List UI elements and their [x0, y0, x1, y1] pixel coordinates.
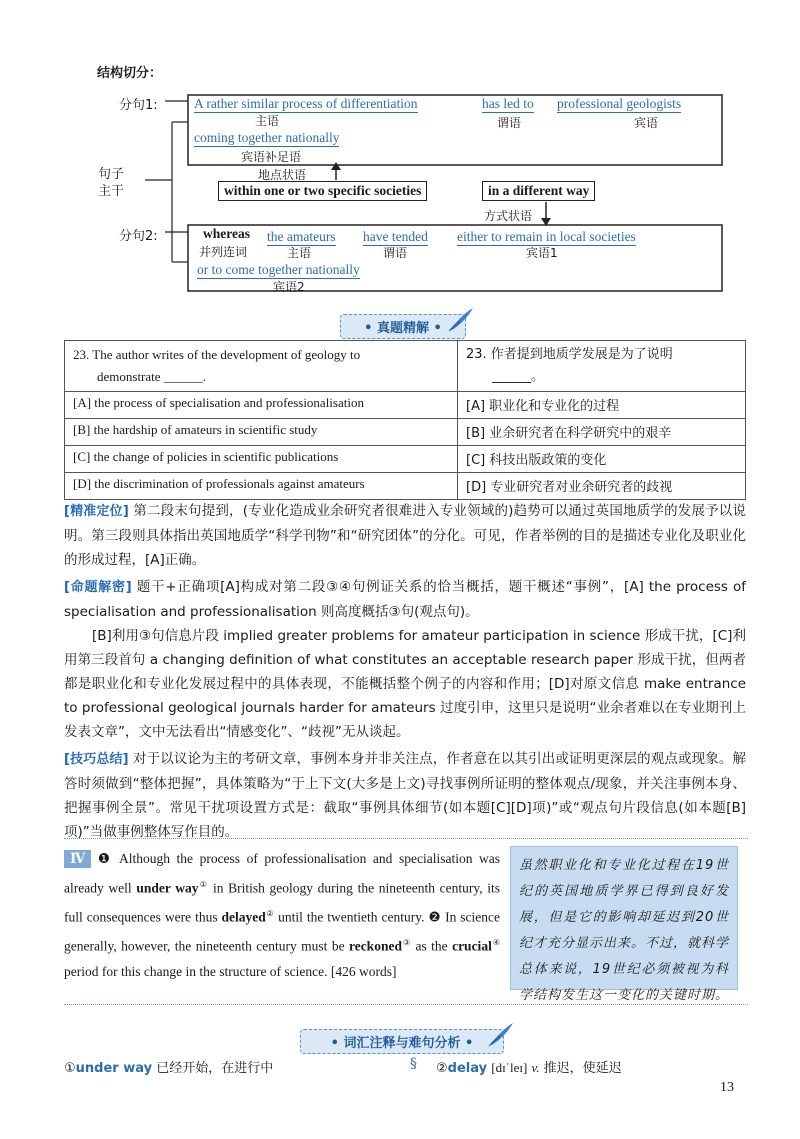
vocab-2-pos: v.: [531, 1060, 540, 1075]
sentence-trunk-label: [98, 166, 124, 200]
c2-conjunction-role: 并列连词: [199, 245, 248, 259]
c1-complement: coming together nationally: [194, 130, 340, 145]
clause2-label: 分句2:: [119, 229, 158, 244]
question-stem-cn-line1: 23. 作者提到地质学发展是为了说明: [466, 347, 673, 362]
note-3-mark: ③: [401, 937, 412, 947]
separator-top: [64, 838, 748, 839]
option-row-a: [65, 392, 746, 419]
c2-predicate: have tended: [363, 229, 428, 244]
place-adverbial: within one or two specific societies: [218, 181, 427, 201]
option-b-en: [B] the hardship of amateurs in scientific study: [65, 419, 458, 446]
question-stem-cn: [458, 341, 746, 392]
place-adverbial-role: 地点状语: [258, 168, 307, 182]
sentence-2-part-a: In science generally, however, the nineteenth century must be: [64, 909, 501, 953]
question-table: [64, 340, 746, 500]
vocab-entry-1: [64, 1057, 273, 1076]
passage-paragraph: [64, 846, 500, 984]
c1-predicate: has led to: [482, 96, 534, 111]
sentence-1-part-c: until the twentieth century.: [278, 909, 425, 924]
option-row-b: [65, 419, 746, 446]
vocab-2-definition: 推迟，使延迟: [543, 1061, 622, 1076]
manner-adverbial: in a different way: [482, 181, 595, 201]
quill-icon: [446, 305, 476, 333]
option-a-en: [A] the process of specialisation and professionalisation: [65, 392, 458, 419]
c2-conjunction: whereas: [203, 226, 250, 241]
question-stem-en: [65, 341, 458, 392]
vocab-banner: • 词汇注释与难句分析 •: [300, 1029, 504, 1054]
option-a-cn: [A] 职业化和专业化的过程: [458, 392, 746, 419]
analysis-paragraph-3: [B]利用③句信息片段 implied greater problems for amateur participation in science 形成干扰，[C]利用第三段首句 a changing definition of what constitutes an acceptable research paper 形成干扰，但两者都是职业化和专业化发展过程中的具体表现，不能概括整个例子的内容和作用；[D]对原文信息 make entrance to professional geological journals harder for amateurs 过度引申，这里只是说明“业余者难以在专业期刊上发表文章”，文中无法看出“情感变化”、“歧视”无从谈起。: [64, 628, 746, 740]
structure-heading: 结构切分：: [97, 66, 163, 81]
vocab-2-number: ②: [436, 1061, 448, 1076]
c2-object2: or to come together nationally: [197, 262, 360, 277]
tag-question-decoding: [命题解密]: [64, 580, 132, 595]
column-divider-icon: §: [410, 1056, 417, 1072]
analysis-section: [64, 499, 746, 844]
c2-predicate-role: 谓语: [383, 246, 408, 260]
option-row-c: [65, 446, 746, 473]
tag-technique-summary: [技巧总结]: [64, 752, 129, 767]
keyword-delayed: delayed: [221, 909, 266, 924]
sentence-1-mark: ❶: [97, 851, 114, 866]
analysis-paragraph-4: [64, 747, 746, 844]
vocab-1-number: ①: [64, 1061, 76, 1076]
c2-object1: either to remain in local societies: [457, 229, 636, 244]
question-stem-row: [65, 341, 746, 392]
analysis-paragraph-1: [64, 499, 746, 572]
sentence-1-part-a: Although the process of professionalisation and specialisation was already well: [64, 851, 500, 895]
vocab-2-phonetic: [dɪˈleɪ]: [491, 1060, 528, 1075]
c1-predicate-role: 谓语: [497, 116, 522, 130]
analysis-p2-text: 题干+正确项[A]构成对第二段③④句例证关系的恰当概括，题干概述“事例”，[A] the process of specialisation and professionalisation 则高度概括③句(观点句)。: [64, 579, 747, 620]
c2-object2-role: 宾语2: [273, 280, 305, 294]
exam-banner: • 真题精解 •: [340, 314, 466, 339]
trunk-label-b: 主干: [98, 184, 125, 199]
question-stem-cn-line2: ______。: [492, 369, 545, 384]
keyword-crucial: crucial: [452, 938, 492, 953]
vocab-1-word: under way: [75, 1061, 153, 1076]
option-d-en: [D] the discrimination of professionals against amateurs: [65, 473, 458, 500]
option-b-cn: [B] 业余研究者在科学研究中的艰辛: [458, 419, 746, 446]
option-d-cn: [D] 专业研究者对业余研究者的歧视: [458, 473, 746, 500]
tag-precise-location: [精准定位]: [64, 504, 129, 519]
note-4-mark: ④: [491, 937, 501, 947]
vocab-1-definition: 已经开始，在进行中: [156, 1061, 274, 1076]
clause1-label: 分句1:: [119, 98, 158, 113]
option-c-cn: [C] 科技出版政策的变化: [458, 446, 746, 473]
analysis-p1-text: 第二段末句提到，(专业化造成业余研究者很难进入专业领域的)趋势可以通过英国地质学的发展予以说明。第三段则具体指出英国地质学“科学刊物”和“研究团体”的分化。可见，作者举例的目的是描述专业化及职业化的形成过程，[A]正确。: [64, 503, 746, 568]
sentence-2-mark: ❷: [428, 909, 442, 924]
question-stem-en-line2: demonstrate ______.: [97, 369, 207, 384]
c2-object1-role: 宾语1: [526, 246, 558, 260]
c2-subject: the amateurs: [267, 229, 336, 244]
trunk-label-a: 句子: [98, 167, 125, 182]
c1-object-role: 宾语: [634, 116, 659, 130]
page-number: 13: [720, 1080, 734, 1095]
passage-translation: 虽然职业化和专业化过程在19世纪的英国地质学界已得到良好发展，但是它的影响却延迟到20世纪才充分显示出来。不过，就科学总体来说，19世纪必须被视为科学结构发生这一变化的关键时期。: [510, 846, 738, 990]
quill-icon: [486, 1020, 516, 1048]
option-c-en: [C] the change of policies in scientific publications: [65, 446, 458, 473]
sentence-1-part-b: in British geology during the nineteenth century, its full consequences were thus: [64, 880, 501, 924]
vocab-2-word: delay: [447, 1061, 488, 1076]
sentence-2-part-b: as the: [415, 938, 448, 953]
keyword-reckoned: reckoned: [348, 938, 402, 953]
note-2-mark: ②: [265, 908, 275, 918]
manner-adverbial-role: 方式状语: [484, 209, 533, 223]
vocab-entry-2: [436, 1057, 622, 1076]
sentence-2-part-c: period for this change in the structure of science. [426 words]: [64, 963, 397, 979]
c2-subject-role: 主语: [287, 246, 312, 260]
option-row-d: [65, 473, 746, 500]
question-stem-en-line1: 23. The author writes of the development of geology to: [73, 347, 361, 362]
c1-object: professional geologists: [557, 96, 682, 111]
passage-number: Ⅳ: [64, 850, 91, 868]
analysis-paragraph-2: [64, 575, 746, 624]
analysis-p4-text: 对于以议论为主的考研文章，事例本身并非关注点，作者意在以其引出或证明更深层的观点或现象。解答时须做到“整体把握”，具体策略为“于上下文(大多是上文)寻找事例所证明的整体观点/现象，并关注事例本身、把握事例全景”。常见干扰项设置方式是：截取“事例具体细节(如本题[C][D]项)”或“观点句片段信息(如本题[B]项)”当做事例整体写作目的。: [64, 751, 746, 840]
keyword-under-way: under way: [136, 880, 199, 895]
separator-bottom: [64, 1004, 748, 1005]
c1-subject: A rather similar process of differentiation: [194, 96, 418, 111]
note-1-mark: ①: [198, 879, 209, 889]
c1-subject-role: 主语: [255, 114, 280, 128]
c1-complement-role: 宾语补足语: [241, 150, 302, 164]
